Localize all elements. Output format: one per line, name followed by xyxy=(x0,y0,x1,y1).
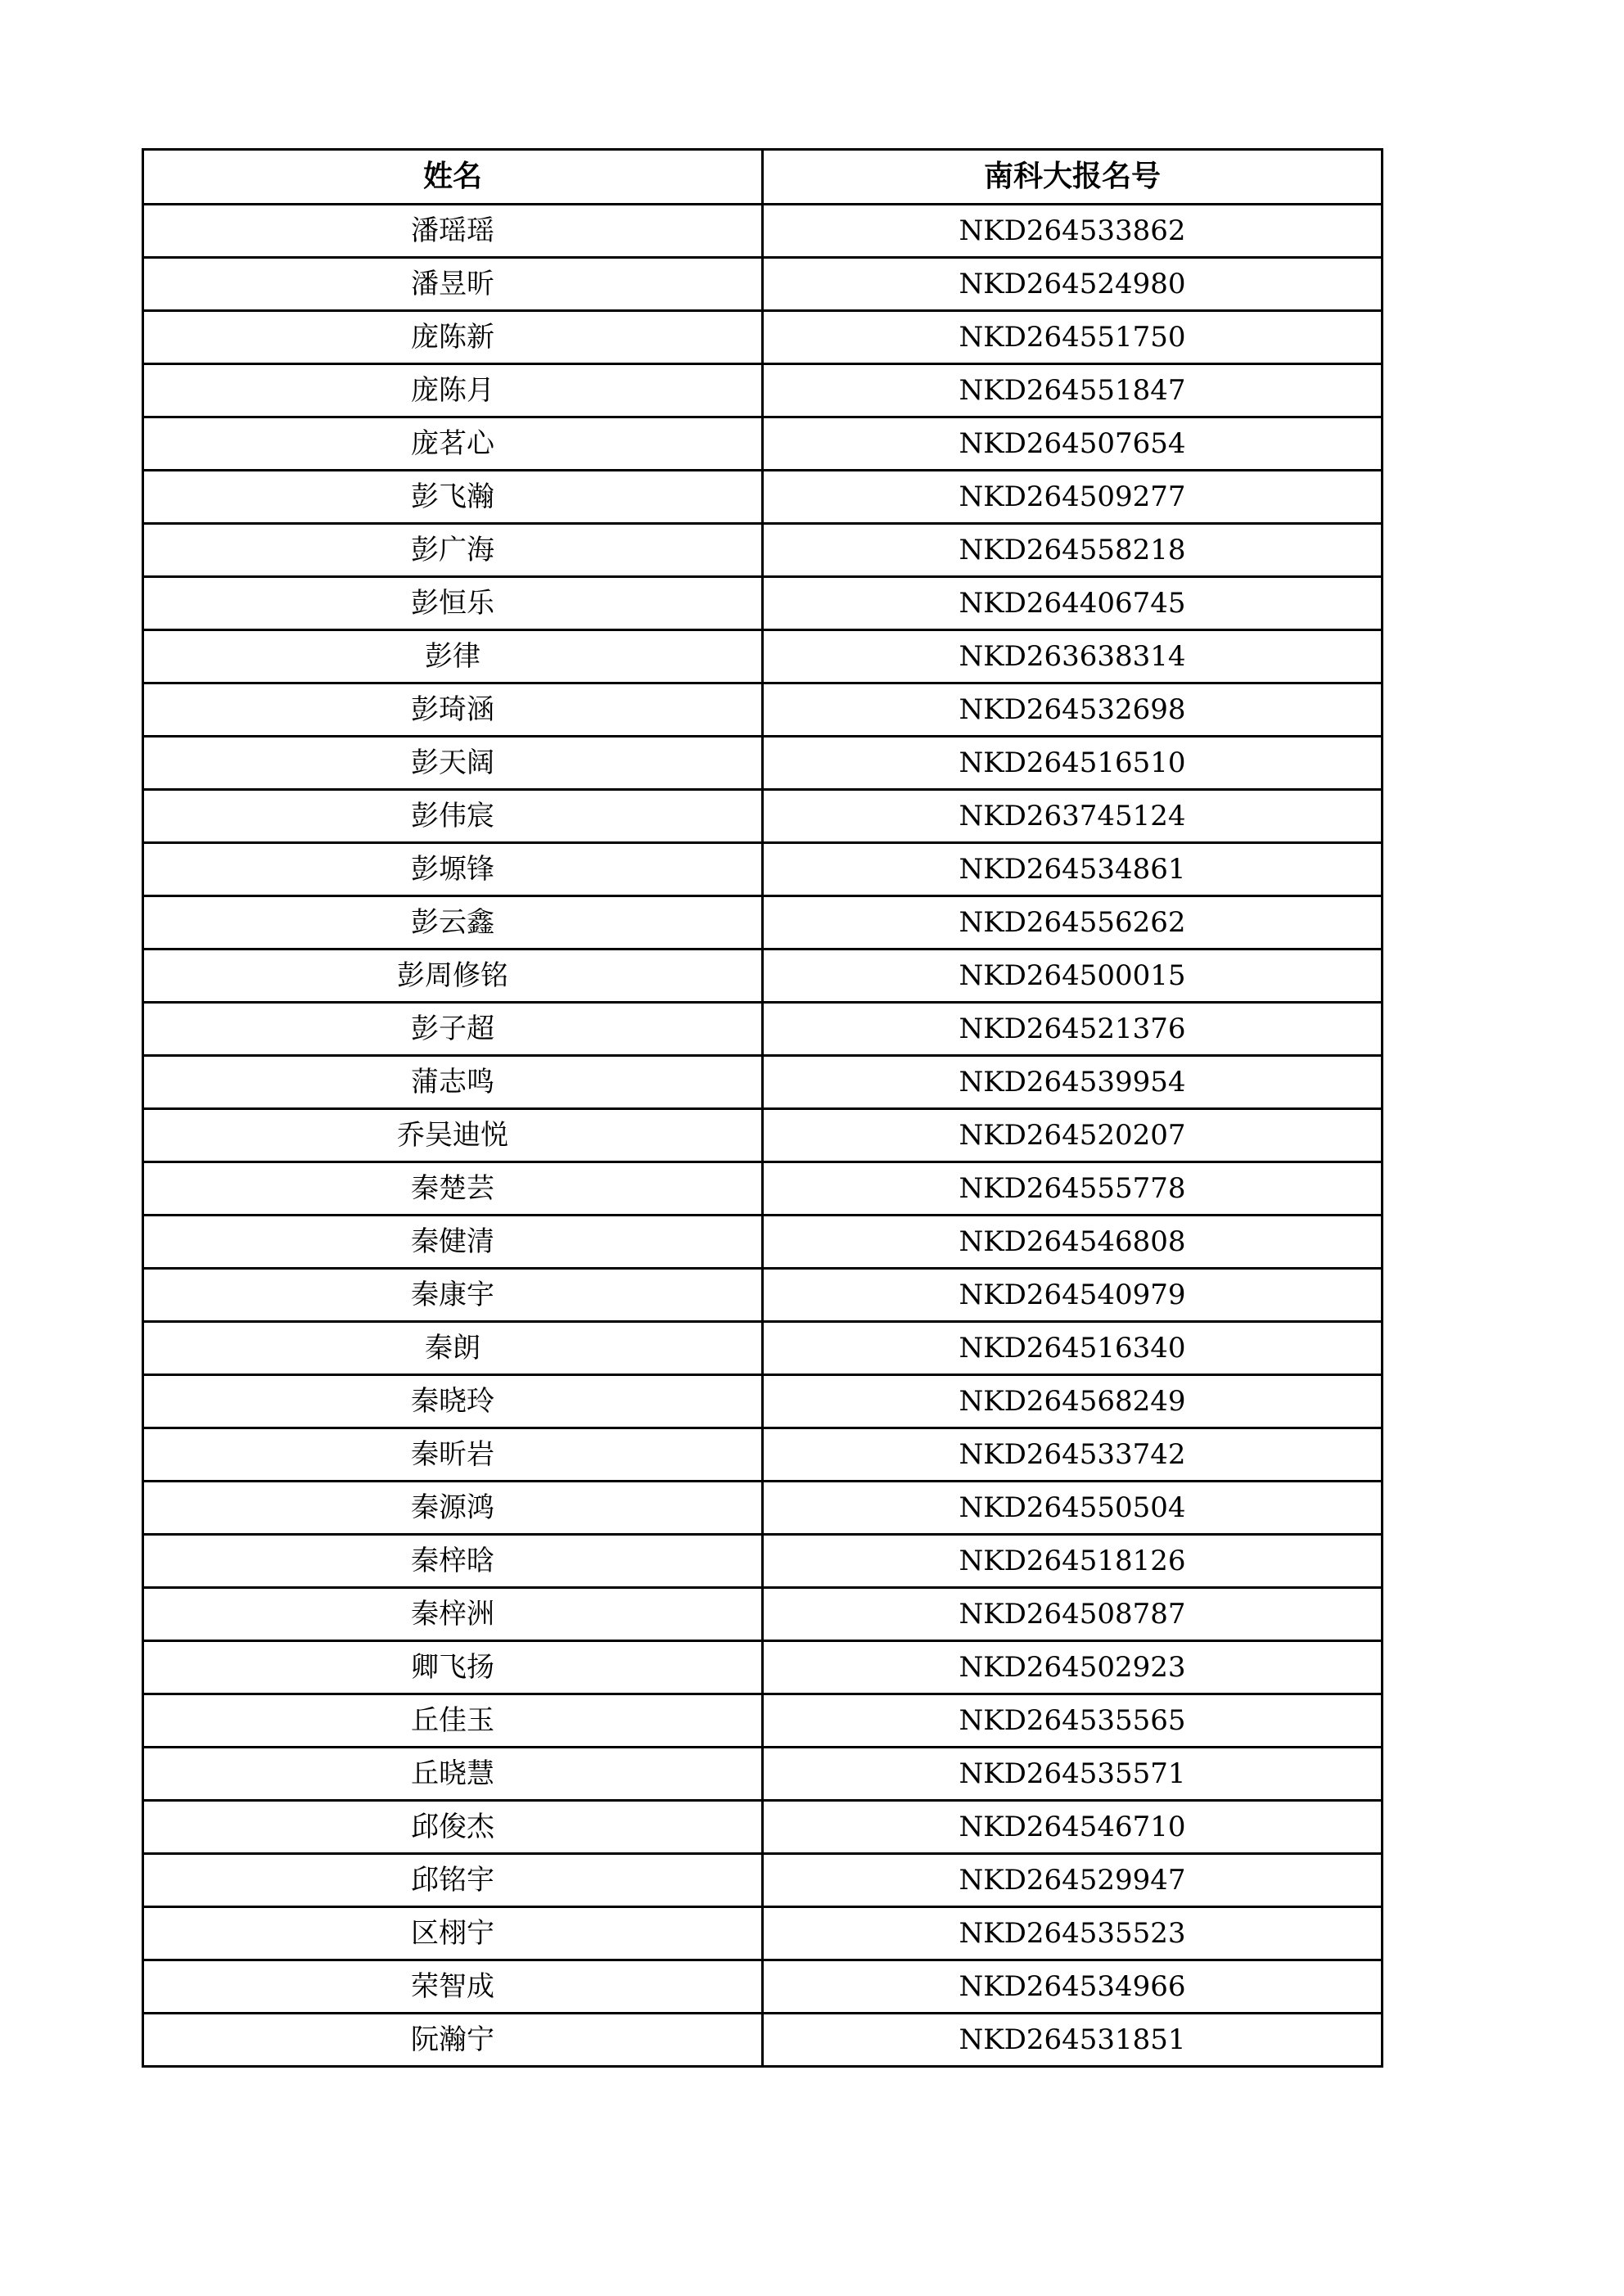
registration-number-cell: NKD264535565 xyxy=(763,1694,1383,1748)
name-cell: 区栩宁 xyxy=(143,1907,763,1960)
table-row xyxy=(143,205,1383,258)
registration-number-cell: NKD263638314 xyxy=(763,630,1383,683)
registration-number-cell: NKD264534966 xyxy=(763,1960,1383,2014)
name-cell: 丘晓慧 xyxy=(143,1748,763,1801)
name-cell: 庞陈新 xyxy=(143,311,763,364)
registration-number-cell: NKD264531851 xyxy=(763,2014,1383,2067)
table-row xyxy=(143,1269,1383,1322)
name-cell: 彭琦涵 xyxy=(143,683,763,737)
name-cell: 彭广海 xyxy=(143,524,763,577)
name-cell: 彭云鑫 xyxy=(143,896,763,950)
table-row xyxy=(143,577,1383,630)
table-row xyxy=(143,843,1383,896)
name-cell: 彭天阔 xyxy=(143,737,763,790)
table-row xyxy=(143,1694,1383,1748)
table-row xyxy=(143,737,1383,790)
table-row xyxy=(143,417,1383,471)
table-row xyxy=(143,1109,1383,1162)
registration-number-cell: NKD264558218 xyxy=(763,524,1383,577)
registration-number-cell: NKD264516340 xyxy=(763,1322,1383,1375)
name-cell: 彭塬锋 xyxy=(143,843,763,896)
name-cell: 秦昕岩 xyxy=(143,1428,763,1482)
table-row xyxy=(143,1216,1383,1269)
registration-number-cell: NKD264507654 xyxy=(763,417,1383,471)
header-name: 姓名 xyxy=(143,150,763,205)
name-cell: 秦晓玲 xyxy=(143,1375,763,1428)
registration-number-cell: NKD264550504 xyxy=(763,1482,1383,1535)
name-cell: 彭子超 xyxy=(143,1003,763,1056)
table-row xyxy=(143,1003,1383,1056)
table-row xyxy=(143,471,1383,524)
table-row xyxy=(143,1162,1383,1216)
name-cell: 秦源鸿 xyxy=(143,1482,763,1535)
table-row xyxy=(143,1748,1383,1801)
table-row xyxy=(143,1482,1383,1535)
name-cell: 荣智成 xyxy=(143,1960,763,2014)
registration-number-cell: NKD264508787 xyxy=(763,1588,1383,1641)
table-row xyxy=(143,1854,1383,1907)
registration-number-cell: NKD263745124 xyxy=(763,790,1383,843)
table-row xyxy=(143,364,1383,417)
table-body xyxy=(143,205,1383,2067)
registration-number-cell: NKD264516510 xyxy=(763,737,1383,790)
name-cell: 邱铭宇 xyxy=(143,1854,763,1907)
name-cell: 彭周修铭 xyxy=(143,950,763,1003)
table-row xyxy=(143,258,1383,311)
registration-number-cell: NKD264539954 xyxy=(763,1056,1383,1109)
table-row xyxy=(143,630,1383,683)
table-row xyxy=(143,1428,1383,1482)
registration-number-cell: NKD264524980 xyxy=(763,258,1383,311)
name-cell: 彭伟宸 xyxy=(143,790,763,843)
table-row xyxy=(143,2014,1383,2067)
table-row xyxy=(143,1375,1383,1428)
name-cell: 秦朗 xyxy=(143,1322,763,1375)
registration-number-cell: NKD264534861 xyxy=(763,843,1383,896)
registration-number-cell: NKD264535571 xyxy=(763,1748,1383,1801)
table-row xyxy=(143,1960,1383,2014)
table-row xyxy=(143,1056,1383,1109)
registration-number-cell: NKD264568249 xyxy=(763,1375,1383,1428)
name-cell: 庞茗心 xyxy=(143,417,763,471)
name-cell: 潘昱昕 xyxy=(143,258,763,311)
registration-number-cell: NKD264500015 xyxy=(763,950,1383,1003)
registration-number-cell: NKD264551750 xyxy=(763,311,1383,364)
name-cell: 丘佳玉 xyxy=(143,1694,763,1748)
name-cell: 秦康宇 xyxy=(143,1269,763,1322)
registration-number-cell: NKD264535523 xyxy=(763,1907,1383,1960)
registration-number-cell: NKD264555778 xyxy=(763,1162,1383,1216)
registration-number-cell: NKD264533742 xyxy=(763,1428,1383,1482)
name-cell: 秦梓洲 xyxy=(143,1588,763,1641)
registration-number-cell: NKD264521376 xyxy=(763,1003,1383,1056)
name-cell: 潘瑶瑶 xyxy=(143,205,763,258)
table-row xyxy=(143,1535,1383,1588)
registration-number-cell: NKD264533862 xyxy=(763,205,1383,258)
name-cell: 彭恒乐 xyxy=(143,577,763,630)
table-row xyxy=(143,1907,1383,1960)
registration-number-cell: NKD264532698 xyxy=(763,683,1383,737)
table-row xyxy=(143,1801,1383,1854)
name-cell: 蒲志鸣 xyxy=(143,1056,763,1109)
header-registration-number: 南科大报名号 xyxy=(763,150,1383,205)
table-row xyxy=(143,683,1383,737)
table-row xyxy=(143,1588,1383,1641)
name-cell: 邱俊杰 xyxy=(143,1801,763,1854)
registration-number-cell: NKD264518126 xyxy=(763,1535,1383,1588)
table-row xyxy=(143,1641,1383,1694)
registration-number-cell: NKD264406745 xyxy=(763,577,1383,630)
name-cell: 阮瀚宁 xyxy=(143,2014,763,2067)
name-cell: 彭飞瀚 xyxy=(143,471,763,524)
table-header-row xyxy=(143,150,1383,205)
table-row xyxy=(143,950,1383,1003)
registration-number-cell: NKD264502923 xyxy=(763,1641,1383,1694)
registration-number-cell: NKD264509277 xyxy=(763,471,1383,524)
name-cell: 秦健清 xyxy=(143,1216,763,1269)
name-cell: 彭律 xyxy=(143,630,763,683)
table-row xyxy=(143,311,1383,364)
registration-number-cell: NKD264540979 xyxy=(763,1269,1383,1322)
table-row xyxy=(143,524,1383,577)
name-cell: 秦梓晗 xyxy=(143,1535,763,1588)
name-cell: 秦楚芸 xyxy=(143,1162,763,1216)
name-cell: 庞陈月 xyxy=(143,364,763,417)
roster-table xyxy=(142,148,1383,2068)
table-row xyxy=(143,790,1383,843)
table-row xyxy=(143,1322,1383,1375)
registration-number-cell: NKD264546710 xyxy=(763,1801,1383,1854)
table-row xyxy=(143,896,1383,950)
registration-number-cell: NKD264556262 xyxy=(763,896,1383,950)
name-cell: 乔吴迪悦 xyxy=(143,1109,763,1162)
registration-number-cell: NKD264546808 xyxy=(763,1216,1383,1269)
name-cell: 卿飞扬 xyxy=(143,1641,763,1694)
registration-number-cell: NKD264551847 xyxy=(763,364,1383,417)
registration-number-cell: NKD264520207 xyxy=(763,1109,1383,1162)
registration-number-cell: NKD264529947 xyxy=(763,1854,1383,1907)
